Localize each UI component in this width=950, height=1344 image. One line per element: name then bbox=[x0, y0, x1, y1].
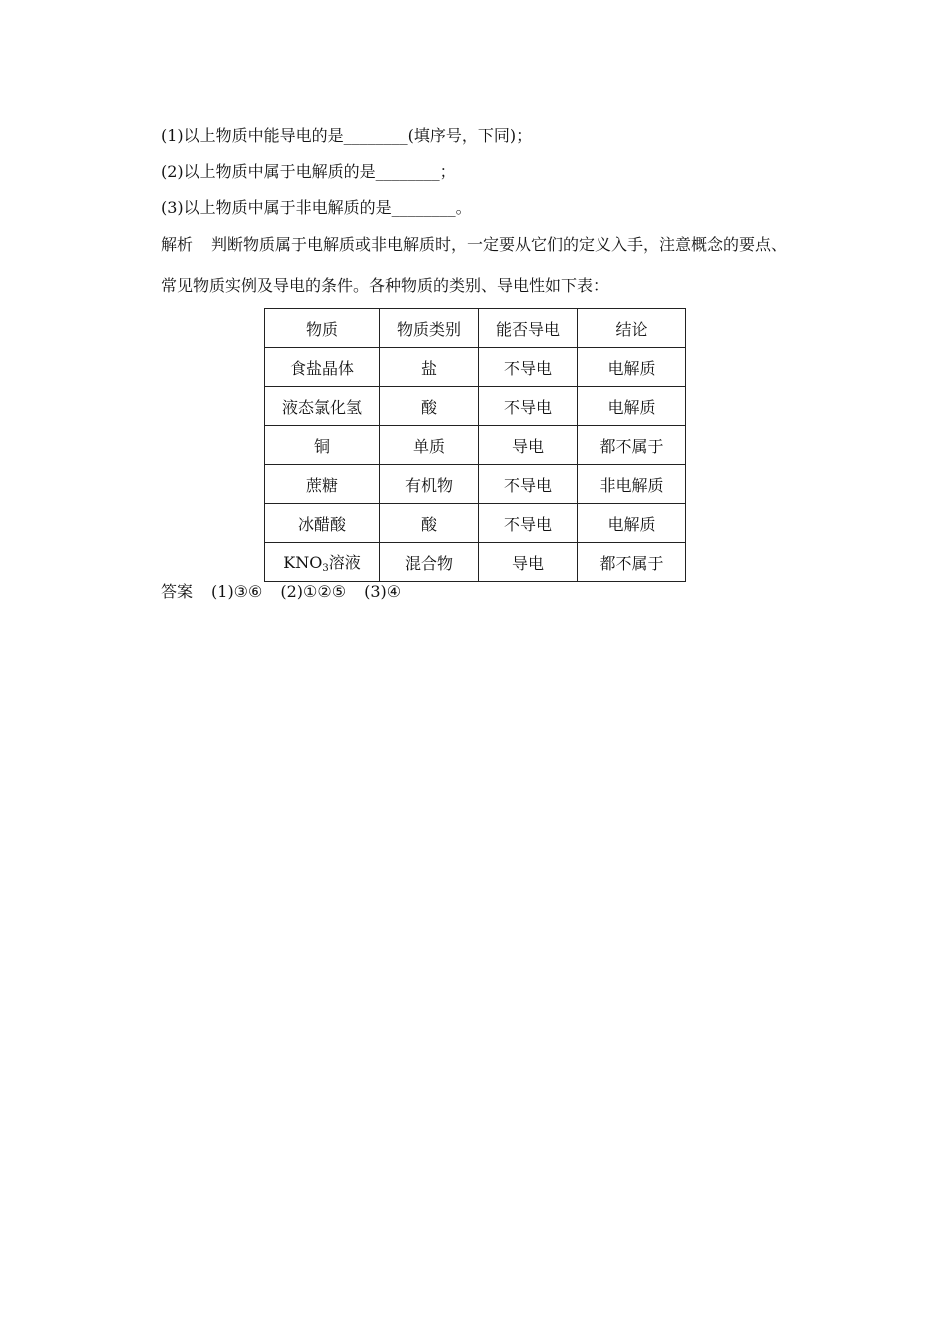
table-header-row bbox=[265, 309, 686, 348]
cell-conclusion: 电解质 bbox=[578, 504, 686, 543]
header-conductive: 能否导电 bbox=[479, 309, 578, 348]
cell-category: 有机物 bbox=[380, 465, 479, 504]
answer-part-2: (2)①②⑤ bbox=[280, 582, 347, 601]
cell-substance: 铜 bbox=[265, 426, 380, 465]
cell-conclusion: 电解质 bbox=[578, 348, 686, 387]
formula-main: KNO bbox=[283, 553, 323, 572]
analysis-label: 解析 bbox=[161, 235, 194, 254]
cell-substance: 食盐晶体 bbox=[265, 348, 380, 387]
analysis-paragraph bbox=[161, 234, 787, 256]
cell-conductive: 导电 bbox=[479, 543, 578, 582]
header-substance: 物质 bbox=[265, 309, 380, 348]
answer-part-3: (3)④ bbox=[364, 582, 402, 601]
cell-substance bbox=[265, 543, 380, 582]
formula-tail: 溶液 bbox=[328, 553, 361, 572]
cell-category: 混合物 bbox=[380, 543, 479, 582]
table-row bbox=[265, 504, 686, 543]
cell-category: 酸 bbox=[380, 504, 479, 543]
question-1: (1)以上物质中能导电的是________(填序号，下同)； bbox=[161, 126, 533, 145]
analysis-text-line-2: 常见物质实例及导电的条件。各种物质的类别、导电性如下表： bbox=[161, 276, 610, 295]
cell-conductive: 不导电 bbox=[479, 348, 578, 387]
answer-part-1: (1)③⑥ bbox=[211, 582, 263, 601]
cell-category: 单质 bbox=[380, 426, 479, 465]
cell-conductive: 不导电 bbox=[479, 465, 578, 504]
cell-conductive: 导电 bbox=[479, 426, 578, 465]
table-row bbox=[265, 348, 686, 387]
table-row bbox=[265, 426, 686, 465]
cell-conclusion: 非电解质 bbox=[578, 465, 686, 504]
table-row bbox=[265, 465, 686, 504]
question-2: (2)以上物质中属于电解质的是________； bbox=[161, 162, 456, 181]
table-row bbox=[265, 387, 686, 426]
cell-category: 酸 bbox=[380, 387, 479, 426]
cell-substance: 液态氯化氢 bbox=[265, 387, 380, 426]
answer-label: 答案 bbox=[161, 582, 194, 601]
cell-conclusion: 都不属于 bbox=[578, 426, 686, 465]
cell-substance: 蔗糖 bbox=[265, 465, 380, 504]
cell-conclusion: 电解质 bbox=[578, 387, 686, 426]
cell-category: 盐 bbox=[380, 348, 479, 387]
header-category: 物质类别 bbox=[380, 309, 479, 348]
analysis-text-line-1: 判断物质属于电解质或非电解质时，一定要从它们的定义入手，注意概念的要点、 bbox=[211, 235, 788, 254]
header-conclusion: 结论 bbox=[578, 309, 686, 348]
answer-line bbox=[161, 581, 401, 603]
substance-table bbox=[264, 308, 686, 582]
table-row bbox=[265, 543, 686, 582]
cell-conductive: 不导电 bbox=[479, 504, 578, 543]
cell-substance: 冰醋酸 bbox=[265, 504, 380, 543]
cell-conductive: 不导电 bbox=[479, 387, 578, 426]
formula-subscript: 3 bbox=[322, 563, 329, 574]
cell-conclusion: 都不属于 bbox=[578, 543, 686, 582]
question-3: (3)以上物质中属于非电解质的是________。 bbox=[161, 198, 472, 217]
